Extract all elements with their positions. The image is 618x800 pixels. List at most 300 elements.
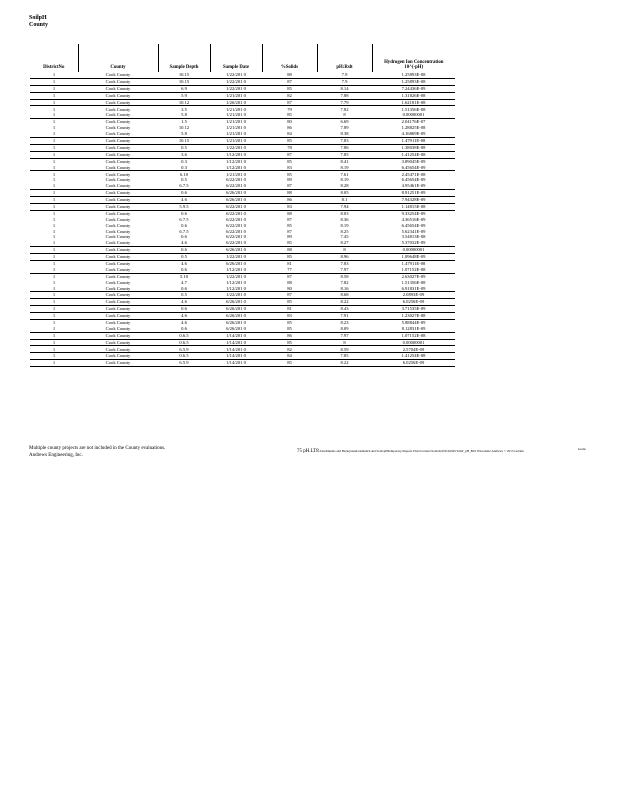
cell-county: Cook County [105, 228, 131, 234]
cell-county: Cook County [78, 240, 158, 246]
cell-county: Cook County [78, 190, 158, 197]
cell-sample-depth: 6.5.9 [158, 346, 210, 353]
cell-sample-depth: 6.10 [179, 171, 189, 177]
table-row [30, 360, 455, 367]
col-header-hydrogen-ion: Hydrogen Ion Concentration 10^(-pH) [372, 44, 455, 72]
cell-county: Cook County [78, 131, 158, 137]
cell-ph: 7.86 [317, 144, 372, 151]
cell-county: Cook County [105, 273, 131, 279]
cell-sample-depth: 0.6.5 [158, 339, 210, 346]
page-footer [297, 449, 524, 454]
cell-district: 1 [30, 183, 78, 189]
cell-sample-date: 1/14/201 0 [210, 346, 262, 353]
cell-sample-depth: 5.9.5 [158, 203, 210, 210]
cell-solids: 82 [262, 346, 317, 353]
cell-county: Cook County [78, 203, 158, 210]
cell-sample-date: 6/22/201 0 [210, 203, 262, 210]
cell-district: 1 [30, 292, 78, 299]
cell-county: Cook County [78, 151, 158, 158]
cell-district: 1 [30, 332, 78, 339]
cell-solids: 85 [262, 299, 317, 306]
col-header-sample-date: Sample Date [210, 44, 262, 72]
cell-sample-depth: 0.6 [158, 190, 210, 197]
cell-sample-depth: 0.6 [181, 210, 187, 216]
cell-county: Cook County [105, 125, 131, 131]
cell-sample-date: 1/26/201 0 [210, 99, 262, 106]
cell-sample-depth: 5.9 [158, 92, 210, 99]
cell-hydrogen-ion: 1.28825E-08 [401, 125, 426, 131]
cell-ph: 7.83 [340, 260, 349, 266]
cell-solids: 86 [287, 125, 292, 131]
cell-ph: 8.27 [317, 240, 372, 246]
soil-ph-table [30, 44, 455, 367]
table-row [30, 247, 455, 254]
cell-solids: 88 [262, 72, 317, 78]
cell-ph: 8.14 [317, 85, 372, 92]
cell-ph: 7.94 [317, 203, 372, 210]
cell-solids: 85 [287, 319, 292, 325]
table-row [30, 292, 455, 299]
cell-hydrogen-ion: 5.88844E-09 [401, 319, 426, 325]
cell-district: 1 [30, 326, 78, 332]
cell-sample-date: 6/26/201 0 [210, 312, 262, 319]
cell-hydrogen-ion: 4.95461E-09 [372, 183, 455, 189]
cell-hydrogen-ion: 3.54813E-08 [401, 234, 426, 240]
cell-district: 1 [30, 360, 78, 367]
cell-sample-date: 6/22/201 0 [226, 228, 246, 234]
cell-district: 1 [30, 190, 78, 197]
cell-sample-depth: 4.7 [181, 279, 187, 285]
cell-ph: 7.45 [340, 234, 349, 240]
cell-district: 1 [30, 196, 78, 203]
cell-solids: 81 [287, 260, 292, 266]
cell-county: Cook County [105, 177, 131, 183]
cell-solids: 85 [262, 240, 317, 246]
cell-district: 1 [30, 164, 78, 170]
table-row [30, 78, 455, 85]
cell-county: Cook County [78, 78, 158, 85]
cell-sample-depth: 4.6 [158, 196, 210, 203]
cell-ph: 8 [317, 339, 372, 346]
cell-district: 1 [52, 171, 56, 177]
cell-district: 1 [30, 151, 78, 158]
cell-district: 1 [30, 72, 78, 78]
cell-hydrogen-ion: 6.45654E-09 [401, 222, 426, 228]
footnote-line-1: Multiple county projects are not included in the County evaluations. [29, 446, 166, 451]
cell-district: 1 [30, 203, 78, 210]
cell-ph: 8.09 [317, 326, 372, 332]
table-row [30, 253, 455, 260]
cell-district: 1 [30, 247, 78, 254]
cell-sample-depth: 0.6.5 [158, 353, 210, 360]
cell-county: Cook County [105, 222, 131, 228]
cell-solids: 88 [262, 190, 317, 197]
cell-solids: 85 [262, 360, 317, 367]
cell-district: 1 [52, 106, 56, 112]
cell-county: Cook County [78, 292, 158, 299]
cell-hydrogen-ion: 6.91831E-09 [372, 285, 455, 291]
cell-sample-depth: 5.8 [158, 112, 210, 118]
cell-solids: 85 [287, 222, 292, 228]
table-row [30, 151, 455, 158]
cell-sample-date: 1/21/201 0 [210, 131, 262, 137]
cell-sample-depth: 0.6 [181, 222, 187, 228]
cell-hydrogen-ion: 1.07152E-08 [372, 332, 455, 339]
table-row [30, 137, 455, 144]
cell-district: 1 [52, 273, 56, 279]
col-header-sample-depth: Sample Depth [158, 44, 210, 72]
cell-ph: 7.97 [317, 332, 372, 339]
cell-ph: 8.22 [317, 299, 372, 306]
cell-ph: 8.36 [340, 216, 349, 222]
cell-hydrogen-ion: 5.62341E-09 [401, 228, 426, 234]
cell-sample-date: 6/26/201 0 [226, 260, 246, 266]
cell-solids: 84 [262, 353, 317, 360]
title-line-1: SoilpH [29, 15, 47, 21]
cell-sample-date: 6/26/201 0 [210, 299, 262, 306]
cell-county: Cook County [78, 360, 158, 367]
cell-solids: 80 [262, 285, 317, 291]
title-line-2: County [29, 22, 49, 28]
cell-county: Cook County [78, 326, 158, 332]
cell-sample-date: 1/12/201 0 [226, 158, 246, 164]
footnote [29, 445, 165, 459]
table-row [30, 346, 455, 353]
cell-sample-depth: 0.5 [158, 253, 210, 260]
cell-county: Cook County [78, 112, 158, 118]
cell-solids: 88 [287, 210, 292, 216]
cell-hydrogen-ion: 1.25893E-08 [372, 78, 455, 85]
cell-ph: 8.22 [317, 360, 372, 367]
cell-sample-date: 1/14/201 0 [210, 339, 262, 346]
cell-sample-depth: 4.6 [181, 319, 187, 325]
cell-sample-date: 1/22/201 0 [210, 253, 262, 260]
cell-county: Cook County [105, 106, 131, 112]
cell-sample-depth: 0.6 [158, 267, 210, 273]
cell-county: Cook County [78, 164, 158, 170]
cell-hydrogen-ion: 6.45654E-09 [401, 177, 426, 183]
cell-district: 1 [52, 228, 56, 234]
table-row [30, 332, 455, 339]
cell-district: 1 [30, 137, 78, 144]
cell-district: 1 [30, 306, 78, 313]
footer-path: Attachments and Background\element\Land Soils\pHTemporary Imports Plots\Corners\Soils\ds\INC0204V\DAT_pH_Bd3 Wisconsin\ Andrews © 2015 Golden [319, 449, 524, 453]
cell-sample-date: 1/12/201 0 [210, 164, 262, 170]
table-row [30, 85, 455, 92]
cell-sample-date: 6/26/201 0 [226, 319, 246, 325]
cell-ph: 8 [317, 112, 372, 118]
cell-sample-depth: 6.7.5 [179, 228, 189, 234]
cell-district: 1 [52, 319, 56, 325]
cell-sample-depth: 10.15 [158, 72, 210, 78]
cell-solids: 85 [262, 112, 317, 118]
cell-sample-depth: 1.5 [181, 119, 187, 125]
cell-hydrogen-ion: 2.63027E-09 [401, 273, 426, 279]
cell-sample-depth: 5.8 [158, 131, 210, 137]
table-header-row [30, 44, 455, 72]
table-row [30, 190, 455, 197]
cell-ph: 8.58 [340, 273, 349, 279]
cell-ph: 8.43 [317, 306, 372, 313]
col-header-county: County [78, 44, 158, 72]
cell-ph: 6.69 [340, 119, 349, 125]
footnote-line-2: Andrews Engineering, Inc. [29, 453, 83, 458]
cell-ph: 8.1 [317, 196, 372, 203]
cell-ph: 8.96 [317, 253, 372, 260]
cell-ph: 8.59 [317, 346, 372, 353]
cell-solids: 87 [287, 228, 292, 234]
cell-hydrogen-ion: 0.00000001 [372, 339, 455, 346]
cell-county: Cook County [78, 267, 158, 273]
cell-ph: 8.23 [340, 319, 349, 325]
cell-hydrogen-ion: 1.09648E-09 [372, 253, 455, 260]
cell-district: 1 [30, 92, 78, 99]
cell-sample-date: 6/22/201 0 [226, 234, 246, 240]
cell-hydrogen-ion: 1.23027E-08 [372, 312, 455, 319]
col-header-ph-result: pH:Rslt [317, 44, 372, 72]
cell-sample-depth: 0.6 [158, 326, 210, 332]
cell-hydrogen-ion: 1.41254E-08 [372, 353, 455, 360]
cell-hydrogen-ion: 4.36516E-09 [401, 216, 426, 222]
col-header-solids: %Solids [262, 44, 317, 72]
cell-district: 1 [52, 216, 56, 222]
cell-sample-depth: 0.3 [158, 164, 210, 170]
cell-solids: 87 [287, 216, 292, 222]
cell-sample-depth: 0.5 [158, 144, 210, 151]
table-row [30, 306, 455, 313]
cell-hydrogen-ion: 3.89045E-09 [401, 158, 426, 164]
cell-solids: 79 [287, 106, 292, 112]
table-row [30, 99, 455, 106]
cell-district: 1 [30, 240, 78, 246]
cell-solids: 78 [262, 144, 317, 151]
table-row [30, 353, 455, 360]
cell-solids: 80 [287, 119, 292, 125]
cell-hydrogen-ion: 7.94328E-09 [372, 196, 455, 203]
cell-hydrogen-ion: 2.45471E-08 [401, 171, 426, 177]
cell-ph: 7.97 [317, 267, 372, 273]
cell-county: Cook County [78, 353, 158, 360]
cell-district: 1 [52, 222, 56, 228]
table-row [30, 144, 455, 151]
cell-sample-date: 6/22/201 0 [210, 183, 262, 189]
cell-sample-depth: 4.6 [181, 260, 187, 266]
cell-ph: 7.85 [317, 353, 372, 360]
cell-sample-depth: 0.6 [158, 247, 210, 254]
cell-sample-depth: 0.6 [158, 285, 210, 291]
cell-sample-date: 1/14/201 0 [210, 353, 262, 360]
cell-district: 1 [30, 131, 78, 137]
cell-ph: 7.85 [317, 151, 372, 158]
cell-district: 1 [30, 253, 78, 260]
cell-county: Cook County [78, 183, 158, 189]
cell-solids: 85 [262, 85, 317, 92]
cell-district: 1 [30, 99, 78, 106]
cell-county: Cook County [105, 216, 131, 222]
table-row [30, 92, 455, 99]
cell-sample-date: 6/22/201 0 [210, 240, 262, 246]
cell-sample-depth: 0.6 [158, 306, 210, 313]
cell-hydrogen-ion: 1.38038E-08 [372, 144, 455, 151]
cell-county: Cook County [78, 339, 158, 346]
cell-hydrogen-ion: 1.51356E-08 [401, 106, 426, 112]
cell-hydrogen-ion: 7.24436E-09 [372, 85, 455, 92]
col-header-district: DistrictNo [43, 65, 65, 71]
cell-ph: 8.16 [317, 285, 372, 291]
cell-district: 1 [30, 285, 78, 291]
cell-sample-depth: 6.7.5 [179, 216, 189, 222]
cell-solids: 84 [262, 131, 317, 137]
cell-hydrogen-ion: 1.14815E-08 [372, 203, 455, 210]
cell-solids: 88 [287, 279, 292, 285]
cell-ph: 7.9 [317, 72, 372, 78]
cell-solids: 83 [262, 203, 317, 210]
cell-sample-date: 1/21/201 0 [210, 112, 262, 118]
cell-sample-depth: 0.5 [181, 177, 187, 183]
cell-sample-date: 1/21/201 0 [226, 171, 246, 177]
cell-hydrogen-ion: 8.91251E-09 [372, 190, 455, 197]
cell-sample-depth: 10.15 [158, 78, 210, 85]
cell-ph: 8.19 [317, 164, 372, 170]
cell-county: Cook County [105, 319, 131, 325]
cell-district: 1 [30, 85, 78, 92]
cell-sample-depth: 3.5 [181, 106, 187, 112]
cell-ph: 7.91 [317, 312, 372, 319]
table-row [30, 312, 455, 319]
cell-solids: 87 [262, 151, 317, 158]
cell-solids: 87 [262, 99, 317, 106]
cell-sample-date: 6/22/201 0 [226, 222, 246, 228]
cell-ph: 8.68 [317, 292, 372, 299]
cell-district: 1 [52, 210, 56, 216]
cell-hydrogen-ion: 9.33254E-09 [401, 210, 426, 216]
cell-hydrogen-ion: 1.07152E-08 [372, 267, 455, 273]
cell-district: 1 [52, 119, 56, 125]
cell-county: Cook County [78, 247, 158, 254]
cell-ph: 8.25 [340, 228, 349, 234]
cell-sample-date: 6/26/201 0 [210, 190, 262, 197]
cell-county: Cook County [78, 312, 158, 319]
cell-solids: 83 [262, 312, 317, 319]
cell-sample-date: 1/22/201 0 [210, 78, 262, 85]
cell-sample-date: 6/22/201 0 [226, 216, 246, 222]
cell-solids: 88 [262, 247, 317, 254]
footer-corner-label: Grade [578, 447, 586, 451]
cell-county: Cook County [78, 99, 158, 106]
cell-hydrogen-ion: 2.5704E-09 [372, 346, 455, 353]
cell-county: Cook County [78, 92, 158, 99]
cell-sample-date: 1/22/201 0 [210, 144, 262, 151]
cell-sample-date: 6/26/201 0 [210, 196, 262, 203]
cell-sample-date: 6/22/201 0 [226, 210, 246, 216]
cell-solids: 87 [262, 78, 317, 85]
cell-sample-depth: 0.6.5 [158, 332, 210, 339]
cell-hydrogen-ion: 0.00000001 [372, 247, 455, 254]
cell-ph: 8.19 [340, 177, 349, 183]
cell-sample-depth: 0.5 [158, 292, 210, 299]
cell-hydrogen-ion: 6.0256E-09 [372, 299, 455, 306]
cell-county: Cook County [78, 253, 158, 260]
cell-sample-date: 6/26/201 0 [210, 306, 262, 313]
cell-hydrogen-ion: 8.12831E-09 [372, 326, 455, 332]
cell-sample-date: 1/12/201 0 [210, 151, 262, 158]
cell-sample-depth: 0.6 [181, 234, 187, 240]
cell-ph: 8.38 [317, 131, 372, 137]
cell-ph: 8.41 [340, 158, 349, 164]
cell-ph: 7.88 [317, 92, 372, 99]
cell-hydrogen-ion: 2.0893E-09 [372, 292, 455, 299]
cell-hydrogen-ion: 4.16869E-09 [372, 131, 455, 137]
cell-hydrogen-ion: 0.00000001 [372, 112, 455, 118]
cell-sample-date: 1/21/201 0 [226, 125, 246, 131]
cell-hydrogen-ion: 6.0256E-09 [372, 360, 455, 367]
cell-sample-date: 1/14/201 0 [210, 332, 262, 339]
cell-solids: 85 [262, 137, 317, 144]
cell-district: 1 [30, 299, 78, 306]
cell-hydrogen-ion: 1.25893E-08 [372, 72, 455, 78]
cell-county: Cook County [78, 306, 158, 313]
cell-solids: 89 [287, 234, 292, 240]
cell-sample-date: 1/12/201 0 [210, 285, 262, 291]
cell-ph: 7.61 [340, 171, 349, 177]
cell-solids: 77 [262, 267, 317, 273]
cell-county: Cook County [78, 85, 158, 92]
cell-sample-depth: 4.6 [158, 312, 210, 319]
cell-county: Cook County [78, 332, 158, 339]
cell-county: Cook County [78, 299, 158, 306]
cell-county: Cook County [78, 196, 158, 203]
cell-ph: 7.83 [317, 137, 372, 144]
cell-sample-depth: 5.10 [179, 273, 189, 279]
cell-solids: 81 [262, 306, 317, 313]
cell-sample-depth: 10.15 [158, 137, 210, 144]
cell-district: 1 [52, 125, 56, 131]
cell-district: 1 [30, 267, 78, 273]
cell-sample-date: 1/21/201 0 [226, 106, 246, 112]
cell-solids: 85 [287, 171, 292, 177]
cell-sample-depth: 4.6 [158, 240, 210, 246]
table-row [30, 203, 455, 210]
cell-hydrogen-ion: 6.45654E-09 [372, 164, 455, 170]
cell-ph: 8.28 [317, 183, 372, 189]
cell-county: Cook County [78, 144, 158, 151]
cell-ph: 7.9 [317, 78, 372, 85]
cell-county: Cook County [105, 158, 131, 164]
cell-district: 1 [30, 339, 78, 346]
cell-sample-date: 1/22/201 0 [210, 85, 262, 92]
cell-sample-date: 6/22/201 0 [226, 177, 246, 183]
cell-sample-date: 1/22/201 0 [210, 292, 262, 299]
cell-hydrogen-ion: 1.47911E-08 [372, 137, 455, 144]
cell-hydrogen-ion: 2.04176E-07 [401, 119, 426, 125]
cell-district: 1 [52, 234, 56, 240]
cell-solids: 87 [262, 292, 317, 299]
cell-sample-depth: 10.12 [178, 125, 190, 131]
cell-sample-depth: 6.7.5 [158, 183, 210, 189]
cell-sample-depth: 10.12 [158, 99, 210, 106]
cell-sample-date: 1/22/201 0 [226, 273, 246, 279]
cell-solids: 83 [262, 164, 317, 170]
cell-ph: 7.89 [340, 125, 349, 131]
cell-sample-depth: 4.6 [158, 299, 210, 306]
cell-county: Cook County [105, 119, 131, 125]
cell-sample-depth: 3.6 [158, 151, 210, 158]
table-row [30, 339, 455, 346]
cell-solids: 82 [262, 92, 317, 99]
cell-district: 1 [30, 312, 78, 319]
cell-hydrogen-ion: 1.47911E-08 [401, 260, 426, 266]
cell-district: 1 [52, 260, 56, 266]
